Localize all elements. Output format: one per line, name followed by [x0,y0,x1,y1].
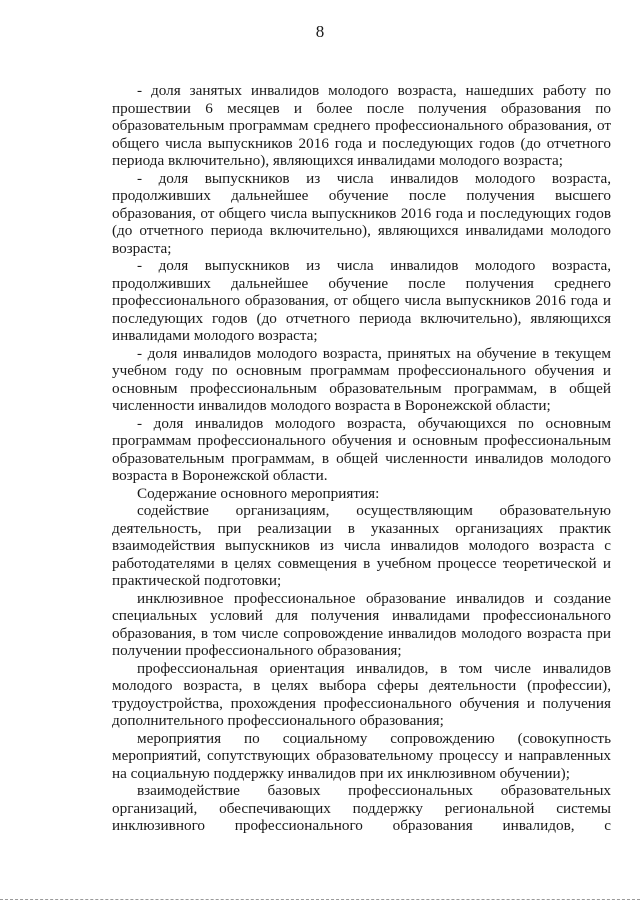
paragraph-employer-cooperation: содействие организациям, осуществляющим образовательную деятельность, при реализации в указанных организациях практик взаимодействия выпускников из числа инвалидов молодого возраста с работодателями в целях совмещения в учебном процессе теоретической и практической подготовки; [112,502,611,589]
paragraph-enrolled-share: - доля инвалидов молодого возраста, обучающихся по основным программам профессионального обучения и основным профессиональным образовательным программам, в общей численности инвалидов молодого возраста в Воронежской области. [112,414,611,484]
paragraph-admitted-share: - доля инвалидов молодого возраста, принятых на обучение в текущем учебном году по основным программам профессионального обучения и основным профессиональным образовательным программам, в общей численности инвалидов молодого возраста в Воронежской области; [112,344,611,414]
paragraph-section-heading: Содержание основного мероприятия: [137,484,380,502]
paragraph-social-support: мероприятия по социальному сопровождению (совокупность мероприятий, сопутствующих образовательному процессу и направленных на социальную поддержку инвалидов при их инклюзивном обучении); [112,729,611,782]
document-body [112,82,611,835]
paragraph-career-guidance: профессиональная ориентация инвалидов, в том числе инвалидов молодого возраста, в целях выбора сферы деятельности (профессии), трудоустройства, прохождения профессионального обучения и получения дополнительного профессионального образования; [112,659,611,729]
paragraph-higher-education-continuation: - доля выпускников из числа инвалидов молодого возраста, продолживших дальнейшее обучение после получения высшего образования, от общего числа выпускников 2016 года и последующих годов (до отчетного периода включительно), являющихся инвалидами молодого возраста; [112,169,611,257]
footer-divider [0,899,640,901]
paragraph-vocational-continuation: - доля выпускников из числа инвалидов молодого возраста, продолживших дальнейшее обучение после получения среднего профессионального образования, от общего числа выпускников 2016 года и последующих годов (до отчетного периода включительно), являющихся инвалидами молодого возраста; [112,257,611,344]
paragraph-inclusive-education: инклюзивное профессиональное образование инвалидов и создание специальных условий для получения инвалидами профессионального образования, в том числе сопровождение инвалидов молодого возраста при получении профессионального образования; [112,589,611,659]
paragraph-base-organizations: взаимодействие базовых профессиональных образовательных организаций, обеспечивающих поддержку региональной системы инклюзивного профессионального образования инвалидов, с [112,782,611,834]
paragraph-employed-graduates: - доля занятых инвалидов молодого возраста, нашедших работу по прошествии 6 месяцев и более после получения образования по образовательным программам среднего профессионального образования, от общего числа выпускников 2016 года и последующих годов (до отчетного периода включительно), являющихся инвалидами молодого возраста; [112,82,611,169]
page-number: 8 [315,22,325,41]
